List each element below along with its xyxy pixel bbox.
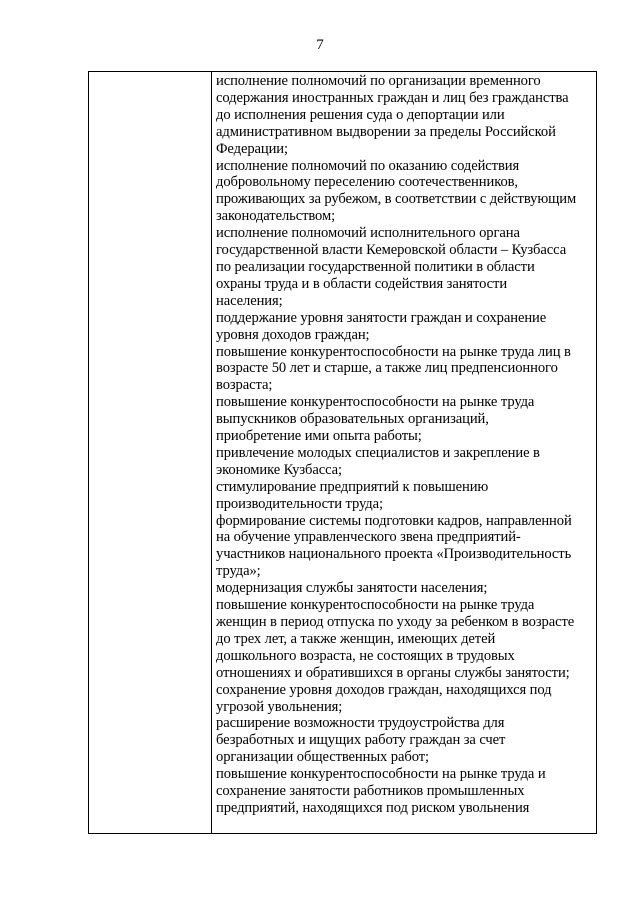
text-line: охраны труда и в области содействия занятости [216, 275, 508, 292]
text-line: выпускников образовательных организаций, [216, 411, 489, 428]
page-number: 7 [316, 37, 324, 53]
text-line: расширение возможности трудоустройства для [216, 715, 505, 732]
text-line: повышение конкурентоспособности на рынке труда и [216, 766, 546, 783]
text-line: повышение конкурентоспособности на рынке труда лиц в [216, 343, 571, 360]
text-line: сохранение уровня доходов граждан, находящихся под [216, 681, 552, 698]
text-line: возрасте 50 лет и старше, а также лиц предпенсионного [216, 360, 558, 377]
text-line: исполнение полномочий исполнительного органа [216, 225, 520, 242]
text-line: содержания иностранных граждан и лиц без гражданства [216, 89, 569, 106]
text-line: стимулирование предприятий к повышению [216, 478, 489, 495]
text-line: отношениях и обратившихся в органы службы занятости; [216, 664, 570, 681]
text-line: проживающих за рубежом, в соответствии с действующим [216, 191, 577, 208]
text-line: до трех лет, а также женщин, имеющих детей [216, 630, 496, 647]
text-line: населения; [216, 292, 283, 309]
text-line: административном выдворении за пределы Российской [216, 123, 556, 140]
text-line: сохранение занятости работников промышленных [216, 783, 525, 800]
text-line: на обучение управленческого звена предприятий- [216, 529, 521, 546]
text-line: труда»; [216, 563, 261, 580]
text-line: дошкольного возраста, не состоящих в трудовых [216, 647, 515, 664]
table-right-cell [212, 72, 596, 817]
document-table [88, 71, 597, 834]
text-line: женщин в период отпуска по уходу за ребенком в возрасте [216, 614, 575, 630]
text-line: до исполнения решения суда о депортации или [216, 106, 505, 123]
text-line: государственной власти Кемеровской области – Кузбасса [216, 242, 567, 259]
text-line: участников национального проекта «Производительность [216, 546, 572, 563]
text-line: возраста; [216, 377, 273, 394]
text-line: поддержание уровня занятости граждан и сохранение [216, 309, 547, 326]
text-line: безработных и ищущих работу граждан за счет [216, 732, 506, 749]
text-line: законодательством; [216, 208, 336, 225]
text-line: экономике Кузбасса; [216, 461, 343, 478]
text-line: формирование системы подготовки кадров, направленной [216, 512, 572, 529]
text-line: Федерации; [216, 140, 288, 157]
text-line: повышение конкурентоспособности на рынке труда [216, 597, 535, 614]
text-line: производительности труда; [216, 495, 383, 512]
text-line: исполнение полномочий по оказанию содействия [216, 157, 520, 174]
text-line: добровольному переселению соотечественников, [216, 174, 518, 191]
text-line: угрозой увольнения; [216, 698, 343, 715]
table-left-cell [89, 72, 212, 833]
text-line: предприятий, находящихся под риском увольнения [216, 799, 530, 816]
text-line: приобретение ими опыта работы; [216, 428, 422, 445]
text-line: по реализации государственной политики в области [216, 258, 535, 275]
text-line: привлечение молодых специалистов и закрепление в [216, 444, 540, 461]
text-line: исполнение полномочий по организации временного [216, 73, 541, 89]
text-line: повышение конкурентоспособности на рынке труда [216, 394, 535, 411]
text-line: модернизация службы занятости населения; [216, 580, 488, 597]
text-line: организации общественных работ; [216, 749, 429, 766]
text-line: уровня доходов граждан; [216, 326, 370, 343]
